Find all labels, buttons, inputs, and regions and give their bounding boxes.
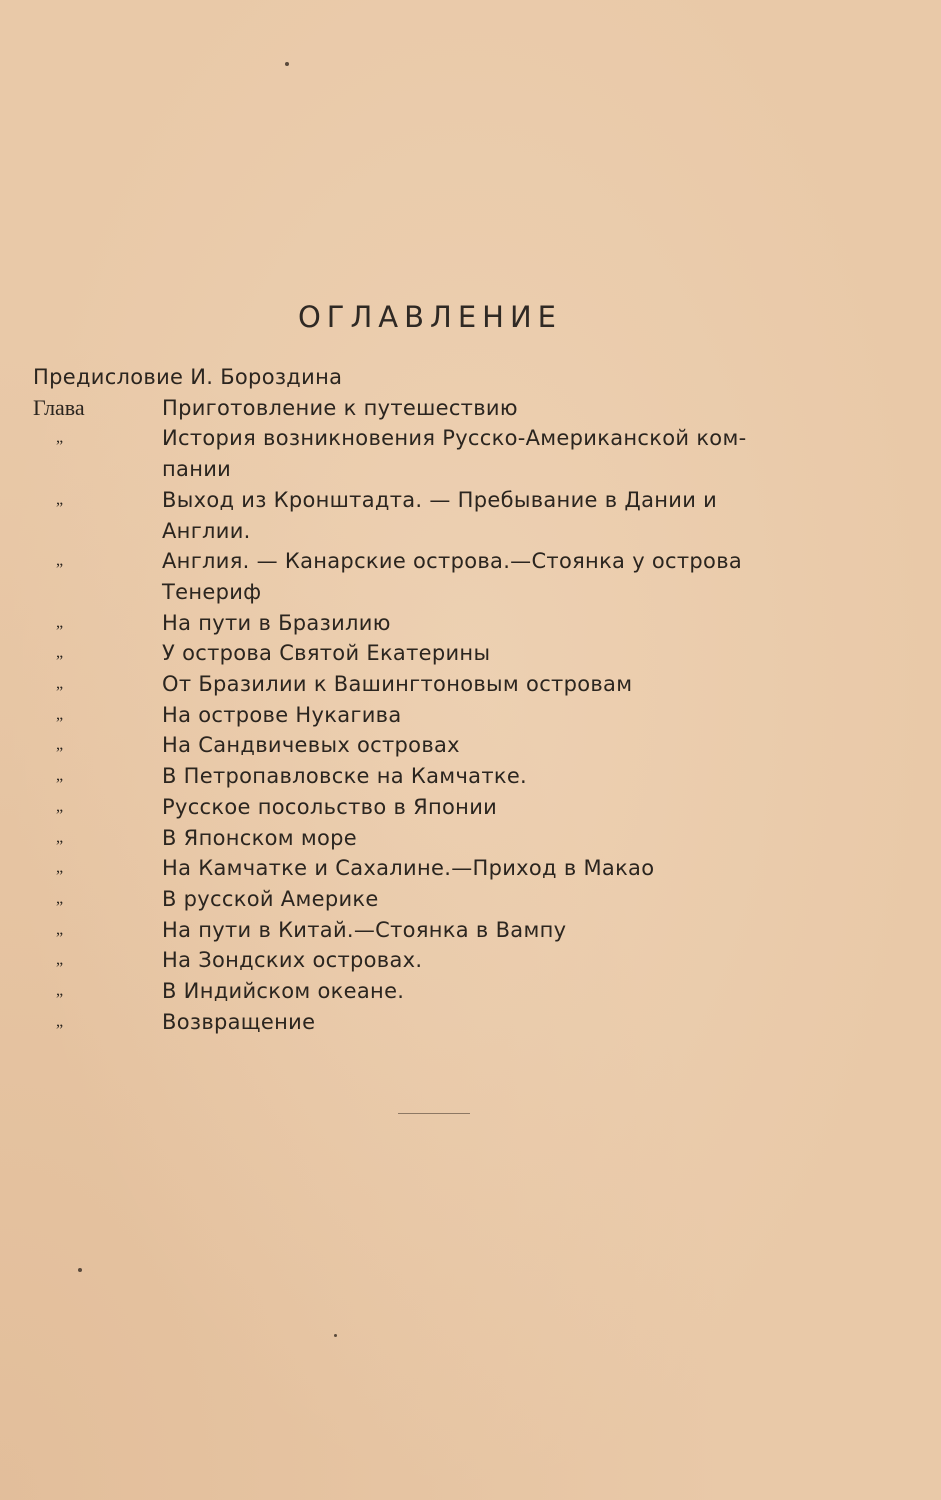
closing-rule — [398, 1113, 470, 1114]
toc-entry-title: Тенериф — [162, 579, 262, 604]
ditto-mark: „ — [56, 675, 64, 692]
ditto-mark: „ — [56, 951, 64, 969]
toc-entry-title: Выход из Кронштадта. — Пребывание в Дании и — [162, 487, 718, 512]
toc-entry-title: История возникновения Русско-Американской ком- — [162, 426, 747, 451]
ditto-mark: „ — [56, 889, 64, 907]
paper-speck — [285, 62, 289, 66]
toc-entry-title: У острова Святой Екатерины — [162, 641, 491, 666]
toc-entry-title: В Индийском океане. — [162, 979, 405, 1003]
ditto-mark: „ — [56, 982, 64, 999]
toc-entry-title: От Бразилии к Вашингтоновым островам — [162, 672, 633, 696]
ditto-mark: „ — [56, 613, 64, 631]
toc-entry-title: На острове Нукагива — [162, 702, 402, 727]
toc-entry-title: На Камчатке и Сахалине.—Приход в Макао — [162, 856, 655, 881]
ditto-mark: „ — [56, 552, 64, 570]
ditto-mark: „ — [56, 490, 64, 508]
paper-speck — [78, 1268, 82, 1272]
toc-entry-title: Предисловие И. Бороздина — [33, 365, 343, 389]
ditto-mark: „ — [56, 828, 64, 846]
paper-speck — [334, 1334, 337, 1337]
toc-entry-title: Англии. — [162, 518, 251, 543]
ditto-mark: „ — [56, 736, 64, 754]
ditto-mark: „ — [56, 644, 64, 662]
chapter-label: Глава — [33, 394, 85, 420]
toc-entry-title: На Сандвичевых островах — [162, 733, 460, 758]
toc-entry-title: На пути в Китай.—Стоянка в Вампу — [162, 917, 567, 942]
ditto-mark: „ — [56, 1012, 64, 1030]
page-title: ОГЛАВЛЕНИЕ — [297, 300, 562, 334]
toc-entry-title: Возвращение — [162, 1009, 316, 1034]
toc-entry-title: В русской Америке — [162, 886, 379, 911]
toc-entry-title: В Японском море — [162, 825, 358, 850]
ditto-mark: „ — [56, 767, 64, 785]
toc-entry-title: Англия. — Канарские острова.—Стоянка у острова — [162, 549, 743, 574]
ditto-mark: „ — [56, 920, 64, 938]
toc-entry-title: Приготовление к путешествию — [162, 395, 518, 420]
ditto-mark: „ — [56, 705, 64, 723]
toc-entry-title: На пути в Бразилию — [162, 610, 391, 635]
toc-entry-title: пании — [162, 457, 232, 482]
ditto-mark: „ — [56, 797, 64, 815]
toc-entry-title: Русское посольство в Японии — [162, 794, 498, 819]
toc-entry-title: В Петропавловске на Камчатке. — [162, 764, 528, 789]
ditto-mark: „ — [56, 859, 64, 877]
toc-entry-title: На Зондских островах. — [162, 948, 423, 973]
ditto-mark: „ — [56, 429, 64, 447]
